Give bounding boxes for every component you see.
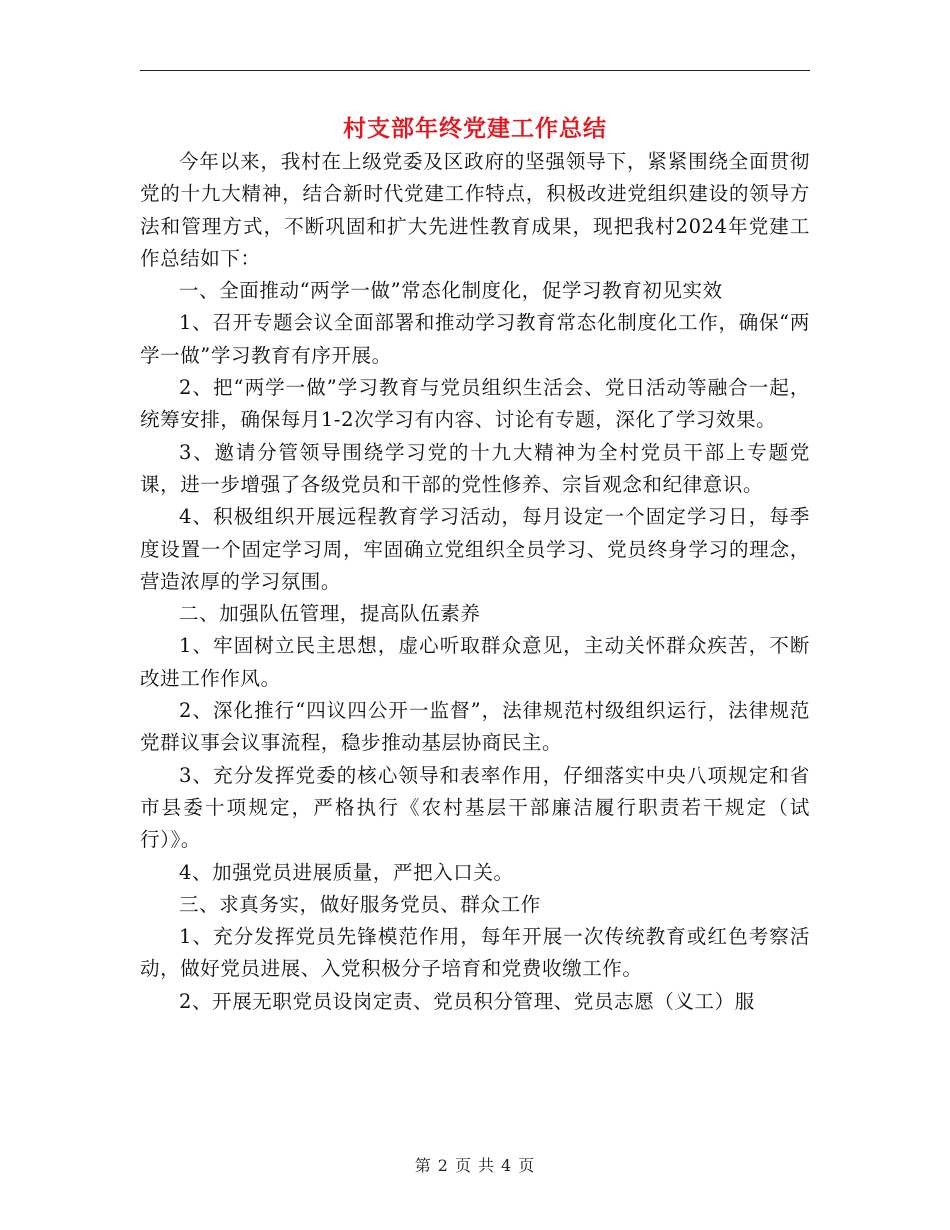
paragraph-1-2: 2、把“两学一做”学习教育与党员组织生活会、党日活动等融合一起，统筹安排，确保每月1-2次学习有内容、讨论有专题，深化了学习效果。 <box>140 376 810 432</box>
current-page-number: 2 <box>437 1156 449 1175</box>
paragraph-3-1: 1、充分发挥党员先锋模范作用，每年开展一次传统教育或红色考察活动，做好党员进展、入党积极分子培育和党费收缴工作。 <box>140 925 810 981</box>
paragraph-3-2: 2、开展无职党员设岗定责、党员积分管理、党员志愿（义工）服 <box>179 989 755 1013</box>
page-footer <box>0 1153 950 1176</box>
section-heading-2: 二、加强队伍管理，提高队伍素养 <box>179 602 481 626</box>
paragraph-intro: 今年以来，我村在上级党委及区政府的坚强领导下，紧紧围绕全面贯彻党的十九大精神，结合新时代党建工作特点，积极改进党组织建设的领导方法和管理方式，不断巩固和扩大先进性教育成果，现把我村2024年党建工作总结如下： <box>140 150 810 270</box>
footer-middle: 页 共 <box>454 1156 496 1175</box>
document-body <box>140 146 810 1018</box>
paragraph-2-3: 3、充分发挥党委的核心领导和表率作用，仔细落实中央八项规定和省市县委十项规定，严格执行《农村基层干部廉洁履行职责若干规定（试行）》。 <box>140 763 810 852</box>
paragraph-1-1: 1、召开专题会议全面部署和推动学习教育常态化制度化工作，确保“两学一做”学习教育有序开展。 <box>140 311 810 367</box>
section-heading-3: 三、求真务实，做好服务党员、群众工作 <box>179 892 541 916</box>
paragraph-2-4: 4、加强党员进展质量，严把入口关。 <box>179 860 514 884</box>
footer-prefix: 第 <box>414 1156 432 1175</box>
paragraph-2-2: 2、深化推行“四议四公开一监督”，法律规范村级组织运行，法律规范党群议事会议事流程，稳步推动基层协商民主。 <box>140 699 810 755</box>
document-title: 村支部年终党建工作总结 <box>343 115 607 142</box>
section-heading-1: 一、全面推动“两学一做”常态化制度化，促学习教育初见实效 <box>179 279 723 303</box>
header-rule <box>140 70 810 71</box>
paragraph-2-1: 1、牢固树立民主思想，虚心听取群众意见，主动关怀群众疾苦，不断改进工作作风。 <box>140 634 810 690</box>
paragraph-1-3: 3、邀请分管领导围绕学习党的十九大精神为全村党员干部上专题党课，进一步增强了各级党员和干部的党性修养、宗旨观念和纪律意识。 <box>140 440 810 496</box>
footer-suffix: 页 <box>518 1156 536 1175</box>
paragraph-1-4: 4、积极组织开展远程教育学习活动，每月设定一个固定学习日，每季度设置一个固定学习周，牢固确立党组织全员学习、党员终身学习的理念，营造浓厚的学习氛围。 <box>140 505 810 593</box>
total-pages-number: 4 <box>501 1156 513 1175</box>
